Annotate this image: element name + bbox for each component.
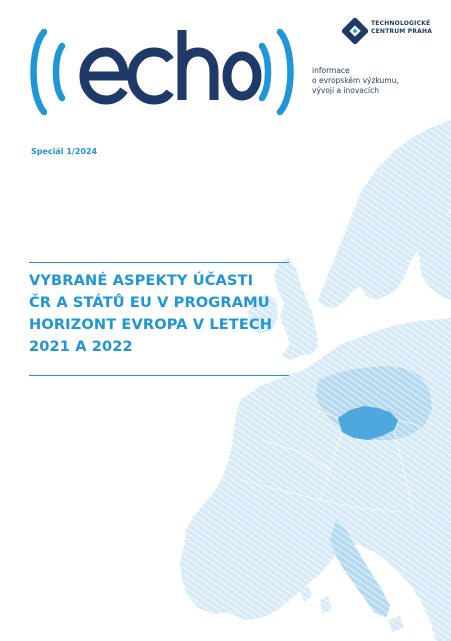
title-line4: 2021 A 2022	[29, 338, 133, 355]
right-wave-inner-icon	[262, 46, 268, 98]
title-rule-top	[29, 262, 289, 263]
logo-letter-o	[227, 56, 257, 96]
publisher-name-line2: CENTRUM PRAHA	[371, 28, 433, 35]
tagline-line3: vývoji a inovacích	[312, 86, 379, 95]
tagline-line1: informace	[312, 66, 350, 75]
logo-letter-c	[132, 52, 170, 100]
left-wave-inner-icon	[56, 46, 62, 98]
tagline	[312, 66, 442, 96]
title-line1: VYBRANÉ ASPEKTY ÚČASTI	[29, 272, 254, 289]
publisher-name-line1: TECHNOLOGICKÉ	[371, 20, 431, 27]
left-wave-outer-icon	[34, 32, 45, 112]
tc-praha-logo-icon	[342, 18, 368, 44]
echo-logo	[28, 26, 296, 118]
title-line3: HORIZONT EVROPA V LETECH	[29, 316, 273, 333]
title-rule-bottom	[29, 375, 289, 376]
logo-letter-h	[182, 30, 214, 100]
cover-title	[29, 270, 299, 358]
logo-letter-e	[84, 52, 124, 100]
tagline-line2: o evropském výzkumu,	[312, 76, 399, 85]
publisher-name	[371, 20, 451, 36]
right-wave-outer-icon	[280, 32, 291, 112]
title-line2: ČR A STÁTŮ EU V PROGRAMU	[29, 294, 270, 311]
issue-label: Speciál 1/2024	[31, 147, 98, 156]
publisher-block	[342, 18, 442, 54]
